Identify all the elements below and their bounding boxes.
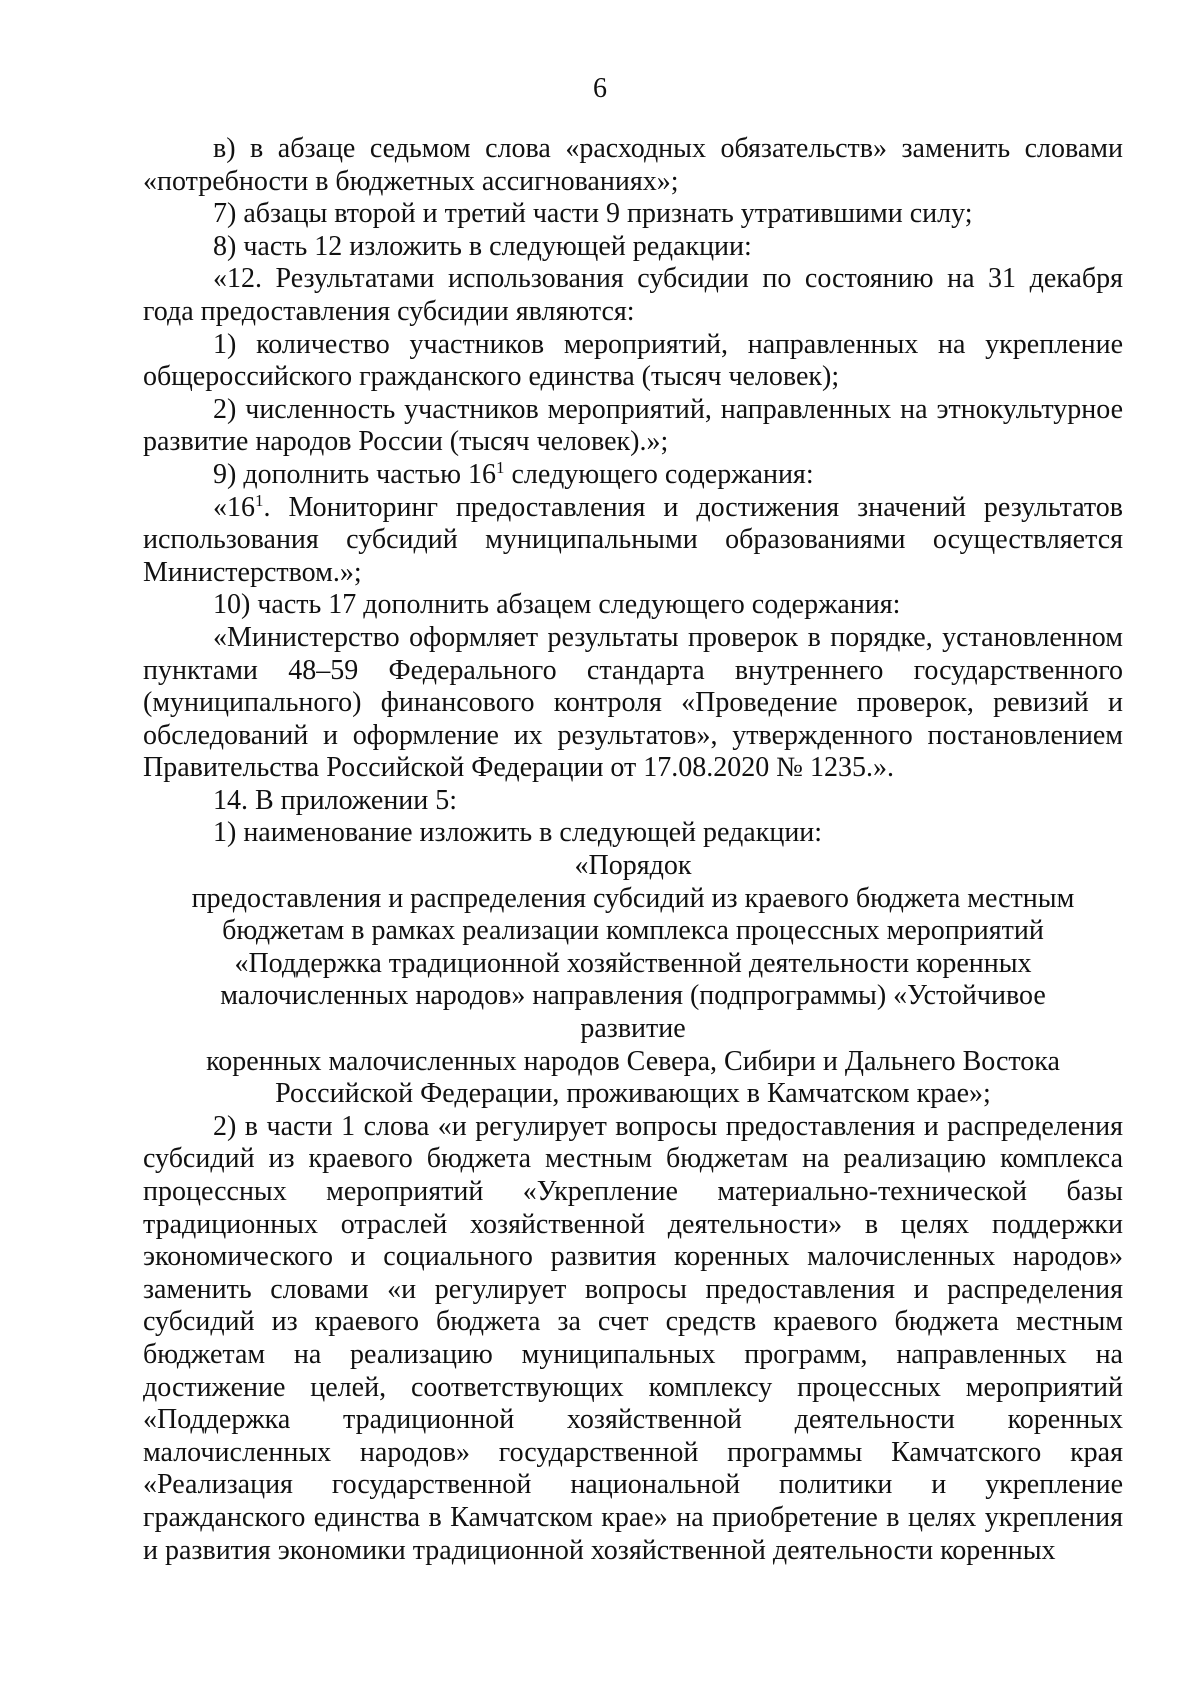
document-body [143, 133, 1123, 1567]
page-number: 6 [593, 73, 607, 104]
paragraph-item-7: 7) абзацы второй и третий части 9 признать утратившими силу; [213, 198, 973, 230]
paragraph-item-9-text: 9) дополнить частью 16 [213, 458, 496, 490]
superscript-mark: 1 [255, 490, 264, 510]
procedure-title-line: бюджетам в рамках реализации комплекса процессных мероприятий [222, 915, 1044, 947]
procedure-title-line: предоставления и распределения субсидий из краевого бюджета местным [191, 882, 1075, 914]
paragraph-item-10: 10) часть 17 дополнить абзацем следующего содержания: [213, 589, 901, 621]
procedure-title-line: «Поддержка традиционной хозяйственной деятельности коренных [234, 947, 1032, 979]
paragraph-item-2-part-1: 2) в части 1 слова «и регулирует вопросы предоставления и распределения субсидий из краевого бюджета местным бюджетам на реализацию комплекса процессных мероприятий «Укрепление материально-технической базы традиционных отраслей хозяйственной деятельности» в целях поддержки экономического и социального развития коренных малочисленных народов» заменить словами «и регулирует вопросы предоставления и распределения субсидий из краевого бюджета за счет средств краевого бюджета местным бюджетам на реализацию муниципальных программ, направленных на достижение целей, соответствующих комплексу процессных мероприятий «Поддержка традиционной хозяйственной деятельности коренных малочисленных народов» государственной программы Камчатского края «Реализация государственной национальной политики и укрепление гражданского единства в Камчатском крае» на приобретение в целях укрепления и развития экономики традиционной хозяйственной деятельности коренных [143, 1110, 1123, 1566]
paragraph-ministry-checks: «Министерство оформляет результаты проверок в порядке, установленном пунктами 48–59 Федерального стандарта внутреннего государственного (муниципального) финансового контроля «Проведение проверок, ревизий и обследований и оформление их результатов», утвержденного постановлением Правительства Российской Федерации от 17.08.2020 № 1235.». [143, 621, 1123, 784]
paragraph-item-9 [143, 459, 1123, 492]
paragraph-item-9-tail: следующего содержания: [504, 458, 814, 490]
paragraph-part-16-1 [143, 492, 1123, 590]
paragraph-part-16-1-text: «16 [213, 491, 255, 523]
procedure-title-line: Российской Федерации, проживающих в Камчатском крае»; [275, 1078, 991, 1110]
paragraph-item-1-title: 1) наименование изложить в следующей редакции: [213, 817, 823, 849]
paragraph-result-2: 2) численность участников мероприятий, направленных на этнокультурное развитие народов России (тысяч человек).»; [143, 393, 1123, 458]
procedure-title-block [143, 850, 1123, 1111]
paragraph-item-14: 14. В приложении 5: [213, 784, 458, 816]
paragraph-part-16-1-tail: . Мониторинг предоставления и достижения значений результатов использования субсидий муниципальными образованиями осуществляется Министерством.»; [143, 491, 1123, 588]
paragraph-part-12: «12. Результатами использования субсидии по состоянию на 31 декабря года предоставления субсидии являются: [143, 263, 1123, 327]
procedure-title-line: малочисленных народов» направления (подпрограммы) «Устойчивое развитие [220, 980, 1046, 1045]
paragraph-item-v: в) в абзаце седьмом слова «расходных обязательств» заменить словами «потребности в бюджетных ассигнованиях»; [143, 133, 1123, 197]
paragraph-item-8: 8) часть 12 изложить в следующей редакции: [213, 230, 752, 262]
procedure-title-heading: «Порядок [574, 850, 692, 882]
procedure-title-line: коренных малочисленных народов Севера, Сибири и Дальнего Востока [206, 1045, 1060, 1077]
superscript-mark: 1 [496, 457, 505, 477]
paragraph-result-1: 1) количество участников мероприятий, направленных на укрепление общероссийского гражданского единства (тысяч человек); [143, 328, 1123, 393]
